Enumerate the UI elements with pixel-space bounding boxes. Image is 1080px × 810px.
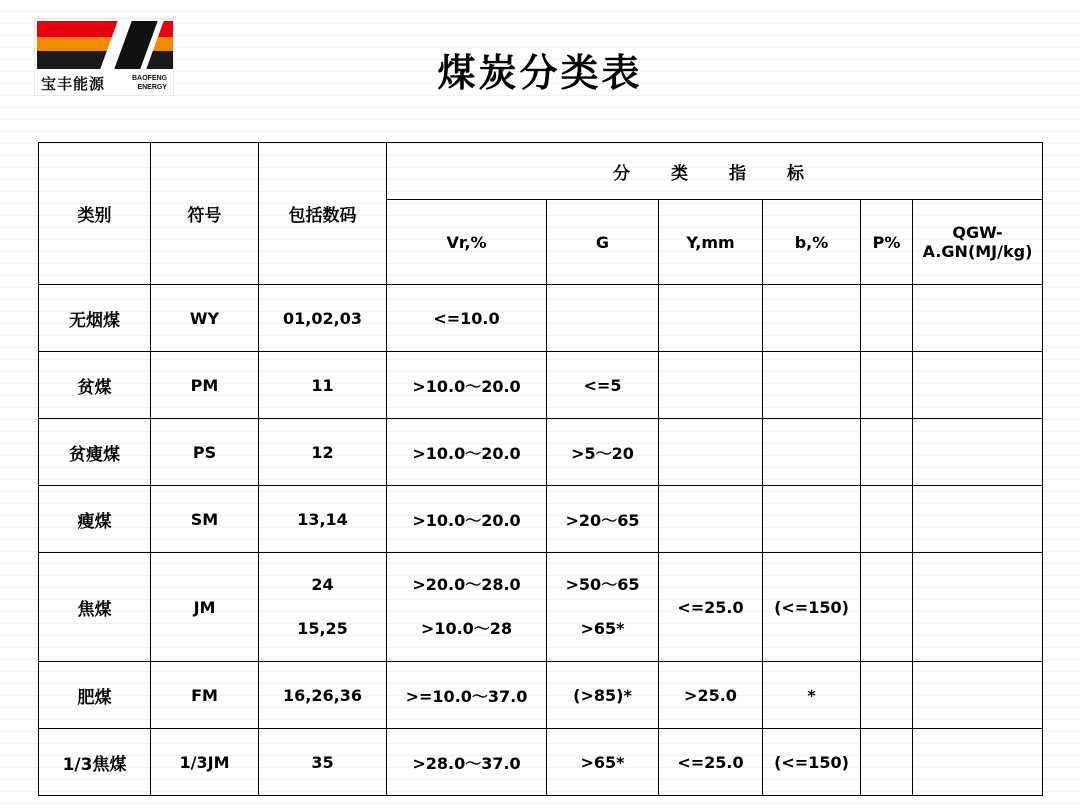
column-header-vr: Vr,% xyxy=(387,200,547,285)
cell-category: 贫瘦煤 xyxy=(39,419,151,486)
cell-b: (<=150) xyxy=(763,729,861,796)
table-row xyxy=(39,419,1043,486)
cell-symbol: JM xyxy=(151,553,259,662)
cell-codes: 11 xyxy=(259,352,387,419)
cell-vr xyxy=(387,553,547,662)
logo-english-line2: ENERGY xyxy=(137,84,167,91)
cell-codes-line2: 15,25 xyxy=(297,619,348,638)
cell-y xyxy=(659,419,763,486)
cell-symbol: SM xyxy=(151,486,259,553)
cell-vr: >28.0～37.0 xyxy=(387,729,547,796)
cell-category: 肥煤 xyxy=(39,662,151,729)
cell-y: <=25.0 xyxy=(659,553,763,662)
column-header-p: P% xyxy=(861,200,913,285)
cell-qgw xyxy=(913,419,1043,486)
cell-qgw xyxy=(913,285,1043,352)
logo-english-line1: BAOFENG xyxy=(132,75,167,82)
cell-g-line2: >65* xyxy=(580,619,625,638)
cell-y: >25.0 xyxy=(659,662,763,729)
cell-vr-line2: >10.0～28 xyxy=(420,619,513,638)
cell-codes-line1: 24 xyxy=(311,575,334,594)
cell-qgw xyxy=(913,662,1043,729)
table-row xyxy=(39,285,1043,352)
cell-b: * xyxy=(763,662,861,729)
cell-g: <=5 xyxy=(547,352,659,419)
column-header-y: Y,mm xyxy=(659,200,763,285)
cell-y xyxy=(659,352,763,419)
cell-qgw xyxy=(913,553,1043,662)
cell-vr: >10.0～20.0 xyxy=(387,352,547,419)
table-row xyxy=(39,662,1043,729)
cell-symbol: PS xyxy=(151,419,259,486)
column-header-qgw-line2: A.GN(MJ/kg) xyxy=(922,242,1033,261)
coal-classification-table-wrapper xyxy=(38,142,1042,796)
column-header-b: b,% xyxy=(763,200,861,285)
cell-b xyxy=(763,352,861,419)
cell-symbol: WY xyxy=(151,285,259,352)
cell-b xyxy=(763,419,861,486)
cell-vr: >10.0～20.0 xyxy=(387,419,547,486)
logo-chinese-name: 宝丰能源 xyxy=(41,75,106,93)
cell-vr: <=10.0 xyxy=(387,285,547,352)
cell-codes: 01,02,03 xyxy=(259,285,387,352)
cell-qgw xyxy=(913,486,1043,553)
cell-category: 1/3焦煤 xyxy=(39,729,151,796)
column-header-g: G xyxy=(547,200,659,285)
column-header-category: 类别 xyxy=(39,143,151,285)
cell-codes: 16,26,36 xyxy=(259,662,387,729)
cell-codes: 13,14 xyxy=(259,486,387,553)
cell-vr: >10.0～20.0 xyxy=(387,486,547,553)
cell-g: >65* xyxy=(547,729,659,796)
cell-p xyxy=(861,419,913,486)
cell-qgw xyxy=(913,729,1043,796)
cell-p xyxy=(861,729,913,796)
cell-b xyxy=(763,486,861,553)
cell-category: 瘦煤 xyxy=(39,486,151,553)
coal-classification-table xyxy=(38,142,1043,796)
cell-p xyxy=(861,285,913,352)
cell-b: (<=150) xyxy=(763,553,861,662)
cell-y xyxy=(659,486,763,553)
cell-p xyxy=(861,352,913,419)
table-header-row-group xyxy=(39,143,1043,200)
cell-g: (>85)* xyxy=(547,662,659,729)
cell-p xyxy=(861,553,913,662)
cell-b xyxy=(763,285,861,352)
cell-y: <=25.0 xyxy=(659,729,763,796)
cell-g-line1: >50～65 xyxy=(565,575,640,594)
cell-y xyxy=(659,285,763,352)
table-row xyxy=(39,729,1043,796)
cell-p xyxy=(861,662,913,729)
cell-symbol: FM xyxy=(151,662,259,729)
column-header-qgw-line1: QGW- xyxy=(952,223,1003,242)
cell-g: >20～65 xyxy=(547,486,659,553)
column-header-indicator-group: 分 类 指 标 xyxy=(387,143,1043,200)
cell-qgw xyxy=(913,352,1043,419)
table-row xyxy=(39,352,1043,419)
cell-p xyxy=(861,486,913,553)
cell-category: 贫煤 xyxy=(39,352,151,419)
cell-g xyxy=(547,553,659,662)
cell-vr: >=10.0～37.0 xyxy=(387,662,547,729)
page-title: 煤炭分类表 xyxy=(437,51,643,95)
table-row xyxy=(39,553,1043,662)
cell-codes: 35 xyxy=(259,729,387,796)
cell-symbol: 1/3JM xyxy=(151,729,259,796)
table-row xyxy=(39,486,1043,553)
column-header-codes: 包括数码 xyxy=(259,143,387,285)
cell-vr-line1: >20.0～28.0 xyxy=(412,575,521,594)
cell-codes xyxy=(259,553,387,662)
cell-category: 无烟煤 xyxy=(39,285,151,352)
column-header-qgw xyxy=(913,200,1043,285)
cell-symbol: PM xyxy=(151,352,259,419)
cell-g xyxy=(547,285,659,352)
column-header-symbol: 符号 xyxy=(151,143,259,285)
cell-codes: 12 xyxy=(259,419,387,486)
cell-category: 焦煤 xyxy=(39,553,151,662)
cell-g: >5～20 xyxy=(547,419,659,486)
